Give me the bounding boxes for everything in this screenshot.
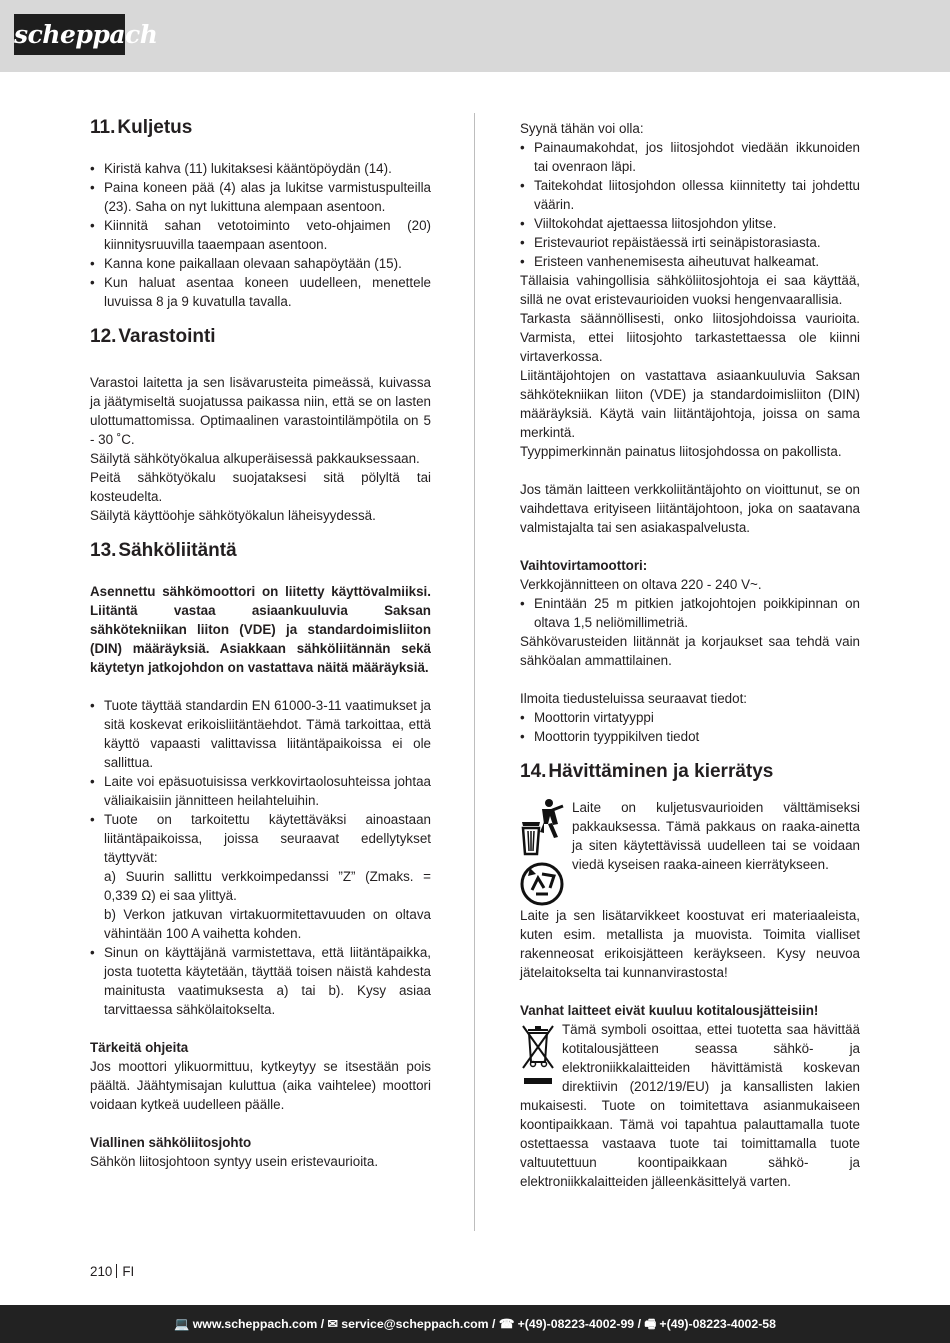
paragraph: Säilytä sähkötyökalua alkuperäisessä pakkauksessaan. bbox=[90, 451, 420, 466]
causes-list bbox=[520, 138, 860, 271]
paragraph: Sähkön liitosjohtoon syntyy usein eristevaurioita. bbox=[90, 1154, 379, 1169]
list-item: • Laite voi epäsuotuisissa verkkovirtaolosuhteissa johtaa väliaikaisiin jännitteen heilahteluihin. bbox=[90, 772, 431, 810]
paragraph: Laite ja sen lisätarvikkeet koostuvat eri materiaaleista, kuten esim. metallista ja muovista. Toimita vialliset rakenneosat erikoisjätteen keräykseen. Kysy neuvoa jätelaitokselta tai kunnanvirastosta! bbox=[520, 908, 860, 980]
subheading: Tärkeitä ohjeita bbox=[90, 1040, 189, 1055]
paragraph: Ilmoita tiedusteluissa seuraavat tiedot: bbox=[520, 691, 748, 706]
paragraph: Tyyppimerkinnän painatus liitosjohdossa on pakollista. bbox=[520, 444, 842, 459]
bold-intro: Asennettu sähkömoottori on liitetty käyttövalmiiksi. Liitäntä vastaa asiaankuuluvia Saksan sähkötekniikan liiton (VDE) ja standardoimisliiton (DIN) määräyksiä. Asiakkaan sähköliitännän sekä käytetyn jatkojohdon on vastattava näitä määräyksiä. bbox=[90, 584, 431, 675]
column-divider bbox=[474, 113, 475, 1231]
list-item: • Viiltokohdat ajettaessa liitosjohdon ylitse. bbox=[520, 214, 860, 233]
weee-block bbox=[520, 1020, 860, 1191]
list-item: • Kun haluat asentaa koneen uudelleen, menettele luvuissa 8 ja 9 kuvatulla tavalla. bbox=[90, 273, 431, 311]
ac-list bbox=[520, 594, 860, 632]
packaging-block bbox=[520, 798, 860, 906]
list-item: • Paina koneen pää (4) alas ja lukitse varmistuspulteilla (23). Saha on nyt lukittuna alempaan asentoon. bbox=[90, 178, 431, 216]
section-13-heading: 13. Sähköliitäntä bbox=[90, 540, 237, 561]
crossed-out-bin-icon bbox=[520, 1022, 556, 1088]
list-item: • Painaumakohdat, jos liitosjohdot viedään ikkunoiden tai ovenraon läpi. bbox=[520, 138, 860, 176]
condition-b: b) Verkon jatkuvan virtakuormitettavuuden on oltava vähintään 100 A vaihetta kohden. bbox=[104, 907, 431, 941]
subheading: Viallinen sähköliitosjohto bbox=[90, 1135, 252, 1150]
left-column bbox=[90, 113, 431, 1171]
paragraph: Sähkövarusteiden liitännät ja korjaukset saa tehdä vain sähköalan ammattilainen. bbox=[520, 634, 860, 668]
subheading: Vaihtovirtamoottori: bbox=[520, 558, 648, 573]
paragraph: Laite on kuljetusvaurioiden välttämiseksi pakkauksessa. Tämä pakkaus on raaka-ainetta ja siten käytettävissä uudelleen tai se voidaan viedä kyseisen raaka-aineen kierrätykseen. bbox=[572, 800, 860, 872]
paragraph: Jos tämän laitteen verkkoliitäntäjohto on vioittunut, se on vaihdettava erityiseen liitäntäjohtoon, joka on saatavana valmistajalta tai sen asiakaspalvelusta. bbox=[520, 482, 860, 535]
list-item: • Eristeen vanhenemisesta aiheutuvat halkeamat. bbox=[520, 252, 860, 271]
section-12-heading: 12. Varastointi bbox=[90, 326, 216, 347]
section-14-heading: 14. Hävittäminen ja kierrätys bbox=[520, 761, 774, 782]
section-13-list bbox=[90, 696, 431, 1019]
paragraph: Varastoi laitetta ja sen lisävarusteita pimeässä, kuivassa ja jäätymiseltä suojatussa paikassa niin, että se on lasten ulottumattomissa. Optimaalinen varastointilämpötila on 5 - 30 ˚C. bbox=[90, 375, 431, 447]
paragraph: Tällaisia vahingollisia sähköliitosjohtoja ei saa käyttää, sillä ne ovat eristevaurioiden vuoksi hengenvaarallisia. bbox=[520, 273, 860, 307]
litter-bin-icon bbox=[520, 798, 568, 856]
paragraph: Liitäntäjohtojen on vastattava asiaankuuluvia Saksan sähkötekniikan liiton (VDE) ja standardoimisliiton (DIN) määräyksiä. Käytä vain liitäntäjohtoja, joissa on sama merkintä. bbox=[520, 368, 860, 440]
list-item: • Tuote täyttää standardin EN 61000-3-11 vaatimukset ja sitä koskevat erikoisliitäntäehdot. Tämä tarkoittaa, että käyttö vapaasti valittavissa liitäntäpaikoissa ei ole sallittua. bbox=[90, 696, 431, 772]
list-item: • Sinun on käyttäjänä varmistettava, että liitäntäpaikka, josta tuotetta käytetään, täyttää toisen näistä kahdesta mainitusta vaatimuksesta a) tai b). Kysy asiaa tarvittaessa sähkölaitokselta. bbox=[90, 943, 431, 1019]
section-11-list bbox=[90, 159, 431, 311]
list-item: • Kanna kone paikallaan olevaan sahapöytään (15). bbox=[90, 254, 431, 273]
paragraph: Verkkojännitteen on oltava 220 - 240 V~. bbox=[520, 577, 762, 592]
list-item: • Enintään 25 m pitkien jatkojohtojen poikkipinnan on oltava 1,5 neliömillimetriä. bbox=[520, 594, 860, 632]
paragraph: Peitä sähkötyökalu suojataksesi sitä pölyltä tai kosteudelta. bbox=[90, 470, 431, 504]
list-item: • Tuote on tarkoitettu käytettäväksi ainoastaan liitäntäpaikoissa, joissa seuraavat edellytykset täyttyvät: a) Suurin sallittu verkkoimpedanssi ”Z” (Zmaks. = 0,339 Ω) ei saa ylittyä. b) Verkon jatkuvan virtakuormitettavuuden on oltava vähintään 100 A vaihetta kohden. bbox=[90, 810, 431, 943]
paragraph: Tämä symboli osoittaa, ettei tuotetta saa hävittää kotitalousjätteen seassa sähkö- ja elektroniikkalaitteiden hävittämistä koskevan direktiivin (2012/19/EU) ja kansallisten lakien mukaisesti. Tuote on toimitettava asianmukaiseen koontipaikkaan. Tämä voi tapahtua palauttamalla tuote ostettaessa vastaava tuote tai toimittamalla tuote valtuutettuun koontipaikkaan sähkö- ja elektroniikkalaitteiden jälleenkäsittelyä varten. bbox=[520, 1022, 860, 1189]
paragraph: Tarkasta säännöllisesti, onko liitosjohdoissa vaurioita. Varmista, ettei liitosjohto tarkastettaessa ole kiinni virtaverkossa. bbox=[520, 311, 860, 364]
inquiry-list bbox=[520, 708, 860, 746]
separator bbox=[116, 1264, 117, 1278]
paragraph: Syynä tähän voi olla: bbox=[520, 121, 644, 136]
brand-logo: scheppach bbox=[14, 14, 125, 55]
footer-bar bbox=[0, 1305, 950, 1343]
paragraph: Säilytä käyttöohje sähkötyökalun läheisyydessä. bbox=[90, 508, 376, 523]
list-item: • Taitekohdat liitosjohdon ollessa kiinnitetty tai johdettu väärin. bbox=[520, 176, 860, 214]
list-item: • Moottorin virtatyyppi bbox=[520, 708, 860, 727]
list-item: • Eristevauriot repäistäessä irti seinäpistorasiasta. bbox=[520, 233, 860, 252]
section-11-heading: 11. Kuljetus bbox=[90, 117, 193, 138]
contact-info: 💻 www.scheppach.com / ✉ service@scheppach.com / ☎ +(49)-08223-4002-99 / 🖷 +(49)-08223-4002-58 bbox=[173, 1317, 776, 1331]
paragraph: Jos moottori ylikuormittuu, kytkeytyy se itsestään pois päältä. Jäähtymisajan kuluttua (aika vaihtelee) moottori voidaan kytkeä uudelleen päälle. bbox=[90, 1059, 431, 1112]
header-bar bbox=[0, 0, 950, 72]
list-item: • Moottorin tyyppikilven tiedot bbox=[520, 727, 860, 746]
list-item: • Kiinnitä sahan vetotoiminto veto-ohjaimen (20) kiinnitysruuvilla taaempaan asentoon. bbox=[90, 216, 431, 254]
subheading: Vanhat laitteet eivät kuuluu kotitalousjätteisiin! bbox=[520, 1003, 819, 1018]
condition-a: a) Suurin sallittu verkkoimpedanssi ”Z” (Zmaks. = 0,339 Ω) ei saa ylittyä. bbox=[104, 869, 431, 903]
page-number: 210 FI bbox=[90, 1264, 135, 1279]
recycling-icon bbox=[520, 862, 568, 906]
right-column bbox=[520, 119, 860, 1191]
list-item: • Kiristä kahva (11) lukitaksesi kääntöpöydän (14). bbox=[90, 159, 431, 178]
